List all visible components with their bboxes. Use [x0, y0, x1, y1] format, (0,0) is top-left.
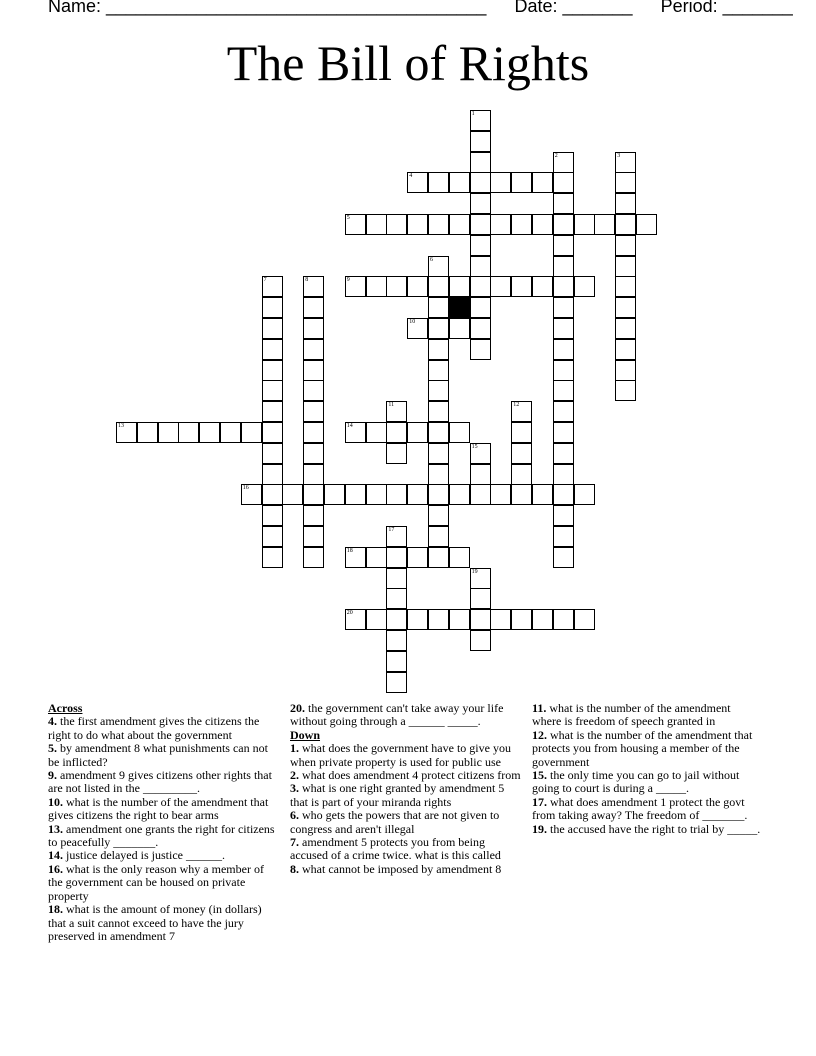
- clue-item: [290, 702, 522, 729]
- crossword-cell[interactable]: [574, 276, 595, 297]
- crossword-cell[interactable]: [470, 214, 491, 235]
- clue-text: amendment one grants the right for citizens to peacefully _______.: [48, 821, 275, 850]
- crossword-cell[interactable]: [553, 464, 574, 485]
- crossword-cell[interactable]: [407, 276, 428, 297]
- crossword-cell[interactable]: [553, 297, 574, 318]
- crossword-cell[interactable]: [345, 547, 366, 568]
- crossword-cell[interactable]: [532, 609, 553, 630]
- crossword-cell[interactable]: [386, 484, 407, 505]
- cell-number: 12: [513, 402, 520, 409]
- cell-number: 20: [346, 610, 353, 617]
- crossword-cell[interactable]: [615, 360, 636, 381]
- crossword-cell[interactable]: [553, 318, 574, 339]
- crossword-cell[interactable]: [449, 276, 470, 297]
- crossword-cell[interactable]: [262, 547, 283, 568]
- clue-item: [48, 715, 278, 742]
- crossword-cell[interactable]: [470, 568, 491, 589]
- crossword-cell[interactable]: [303, 380, 324, 401]
- crossword-cell[interactable]: [407, 547, 428, 568]
- crossword-cell[interactable]: [428, 526, 449, 547]
- clue-item: [532, 796, 762, 823]
- clue-number: 17.: [532, 794, 547, 809]
- crossword-cell[interactable]: [386, 214, 407, 235]
- crossword-cell[interactable]: [553, 443, 574, 464]
- crossword-cell[interactable]: [241, 422, 262, 443]
- crossword-cell[interactable]: [303, 339, 324, 360]
- crossword-cell[interactable]: [386, 422, 407, 443]
- crossword-cell[interactable]: [449, 318, 470, 339]
- crossword-cell[interactable]: [553, 609, 574, 630]
- period-field[interactable]: Period: _______: [660, 0, 793, 16]
- clue-number: 9.: [48, 768, 57, 783]
- crossword-cell[interactable]: [490, 276, 511, 297]
- crossword-cell[interactable]: [178, 422, 199, 443]
- clue-item: [290, 769, 522, 782]
- clue-number: 19.: [532, 821, 547, 836]
- clue-number: 15.: [532, 768, 547, 783]
- crossword-cell[interactable]: [615, 193, 636, 214]
- clue-column-1: [48, 702, 278, 943]
- crossword-cell[interactable]: [553, 380, 574, 401]
- cell-number: 3: [617, 152, 621, 159]
- clue-item: [48, 769, 278, 796]
- clue-text: what is the number of the amendment that protects you from housing a member of the government: [532, 727, 753, 769]
- crossword-cell[interactable]: [386, 547, 407, 568]
- crossword-cell[interactable]: [345, 484, 366, 505]
- clue-text: the first amendment gives the citizens the right to do what about the government: [48, 714, 260, 742]
- clue-number: 5.: [48, 741, 57, 756]
- crossword-cell[interactable]: [386, 443, 407, 464]
- cell-number: 6: [430, 256, 433, 263]
- crossword-cell[interactable]: [553, 505, 574, 526]
- crossword-cell[interactable]: [386, 588, 407, 609]
- crossword-cell[interactable]: [303, 360, 324, 381]
- crossword-cell[interactable]: [594, 214, 615, 235]
- crossword-cell[interactable]: [303, 297, 324, 318]
- crossword-cell[interactable]: [511, 276, 532, 297]
- crossword-cell[interactable]: [345, 609, 366, 630]
- crossword-cell[interactable]: [199, 422, 220, 443]
- clue-text: amendment 9 gives citizens other rights that are not listed in the _________.: [48, 768, 272, 796]
- clue-number: 18.: [48, 902, 63, 917]
- clue-item: [532, 769, 762, 796]
- clue-text: what does amendment 1 protect the govt from taking away? The freedom of _______.: [532, 794, 748, 823]
- crossword-cell[interactable]: [532, 484, 553, 505]
- crossword-cell[interactable]: [303, 422, 324, 443]
- crossword-cell[interactable]: [366, 276, 387, 297]
- crossword-cell[interactable]: [470, 297, 491, 318]
- clue-number: 1.: [290, 741, 299, 756]
- crossword-cell[interactable]: [282, 484, 303, 505]
- crossword-cell[interactable]: [615, 214, 636, 235]
- crossword-cell[interactable]: [386, 672, 407, 693]
- clue-number: 4.: [48, 714, 57, 729]
- clue-text: amendment 5 protects you from being accused of a crime twice. what is this called: [290, 835, 501, 863]
- crossword-cell[interactable]: [137, 422, 158, 443]
- crossword-cell[interactable]: [303, 464, 324, 485]
- crossword-cell[interactable]: [553, 214, 574, 235]
- crossword-cell[interactable]: [470, 193, 491, 214]
- clue-number: 3.: [290, 781, 299, 796]
- across-heading: Across: [48, 701, 83, 715]
- crossword-cell[interactable]: [470, 443, 491, 464]
- cell-number: 7: [263, 277, 267, 284]
- crossword-cell[interactable]: [615, 380, 636, 401]
- clue-item: [290, 742, 522, 769]
- crossword-cell[interactable]: [553, 422, 574, 443]
- crossword-cell[interactable]: [428, 484, 449, 505]
- clue-number: 7.: [290, 835, 299, 850]
- clue-column-3: [532, 702, 762, 836]
- crossword-cell[interactable]: [470, 235, 491, 256]
- clue-column-2: [290, 702, 522, 876]
- crossword-cell[interactable]: [262, 484, 283, 505]
- crossword-cell[interactable]: [615, 152, 636, 173]
- crossword-cell[interactable]: [553, 235, 574, 256]
- crossword-cell[interactable]: [262, 464, 283, 485]
- crossword-cell[interactable]: [407, 422, 428, 443]
- crossword-cell[interactable]: [407, 172, 428, 193]
- clue-text: justice delayed is justice ______.: [63, 848, 225, 863]
- crossword-cell[interactable]: [428, 339, 449, 360]
- crossword-cell[interactable]: [303, 318, 324, 339]
- cell-number: 2: [554, 152, 558, 159]
- crossword-cell[interactable]: [553, 172, 574, 193]
- crossword-cell[interactable]: [574, 609, 595, 630]
- cell-number: 17: [388, 527, 395, 533]
- clue-text: the only time you can go to jail without going to court is during a _____.: [532, 768, 740, 796]
- crossword-cell[interactable]: [615, 297, 636, 318]
- crossword-cell[interactable]: [262, 276, 283, 297]
- cell-number: 4: [409, 173, 413, 180]
- clue-number: 10.: [48, 794, 63, 809]
- clue-number: 6.: [290, 808, 299, 823]
- clue-item: [48, 849, 278, 862]
- crossword-cell[interactable]: [386, 276, 407, 297]
- crossword-cell[interactable]: [262, 360, 283, 381]
- cell-number: 8: [305, 277, 309, 284]
- clue-number: 12.: [532, 727, 547, 742]
- clue-number: 2.: [290, 768, 299, 783]
- crossword-cell[interactable]: [262, 526, 283, 547]
- clue-item: [290, 809, 522, 836]
- crossword-cell[interactable]: [511, 443, 532, 464]
- crossword-cell[interactable]: [470, 318, 491, 339]
- crossword-cell[interactable]: [574, 484, 595, 505]
- clue-item: [48, 796, 278, 823]
- clue-number: 13.: [48, 821, 63, 836]
- crossword-cell[interactable]: [470, 110, 491, 131]
- crossword-cell[interactable]: [553, 152, 574, 173]
- crossword-cell[interactable]: [428, 276, 449, 297]
- crossword-cell[interactable]: [490, 609, 511, 630]
- crossword-cell[interactable]: [262, 339, 283, 360]
- clue-text: what is the number of the amendment that gives citizens the right to bear arms: [48, 794, 269, 823]
- crossword-cell[interactable]: [615, 339, 636, 360]
- clue-item: [290, 863, 522, 876]
- crossword-cell[interactable]: [511, 609, 532, 630]
- crossword-cell[interactable]: [511, 464, 532, 485]
- crossword-cell[interactable]: [366, 609, 387, 630]
- crossword-cell[interactable]: [470, 131, 491, 152]
- crossword-cell[interactable]: [615, 276, 636, 297]
- crossword-cell[interactable]: [303, 547, 324, 568]
- crossword-cell[interactable]: [303, 484, 324, 505]
- crossword-cell[interactable]: [407, 318, 428, 339]
- cell-number: 15: [471, 443, 478, 450]
- crossword-cell[interactable]: [428, 609, 449, 630]
- crossword-cell[interactable]: [407, 214, 428, 235]
- crossword-cell[interactable]: [574, 214, 595, 235]
- crossword-cell[interactable]: [428, 443, 449, 464]
- cell-number: 1: [471, 111, 475, 117]
- crossword-cell[interactable]: [470, 152, 491, 173]
- clue-item: [48, 823, 278, 850]
- crossword-cell[interactable]: [345, 276, 366, 297]
- crossword-cell[interactable]: [553, 484, 574, 505]
- cell-number: 11: [388, 402, 395, 409]
- crossword-cell[interactable]: [386, 401, 407, 422]
- crossword-cell[interactable]: [366, 214, 387, 235]
- crossword-cell[interactable]: [303, 401, 324, 422]
- crossword-cell[interactable]: [449, 422, 470, 443]
- crossword-cell[interactable]: [470, 484, 491, 505]
- crossword-cell[interactable]: [470, 464, 491, 485]
- clue-item: [290, 836, 522, 863]
- clue-text: what is the only reason why a member of the government can be housed on private property: [48, 861, 264, 903]
- crossword-cell[interactable]: [428, 505, 449, 526]
- crossword-cell[interactable]: [553, 193, 574, 214]
- crossword-cell[interactable]: [262, 401, 283, 422]
- crossword-cell[interactable]: [511, 172, 532, 193]
- crossword-cell[interactable]: [449, 609, 470, 630]
- crossword-cell[interactable]: [490, 214, 511, 235]
- crossword-cell[interactable]: [428, 360, 449, 381]
- clue-text: what does the government have to give you when private property is used for public use: [290, 741, 511, 769]
- clue-text: what is the amount of money (in dollars) that a suit cannot exceed to have the jury preserved in amendment 7: [48, 902, 262, 943]
- cell-number: 9: [346, 277, 350, 284]
- page-title: The Bill of Rights: [226, 35, 590, 91]
- crossword-cell[interactable]: [449, 172, 470, 193]
- clue-item: [48, 742, 278, 769]
- clue-text: what is the number of the amendment where is freedom of speech granted in: [532, 701, 731, 729]
- crossword-cell[interactable]: [428, 401, 449, 422]
- crossword-cell[interactable]: [511, 214, 532, 235]
- crossword-cell[interactable]: [428, 464, 449, 485]
- clue-item: [290, 782, 522, 809]
- cell-number: 19: [471, 568, 478, 575]
- crossword-cell[interactable]: [553, 360, 574, 381]
- crossword-cell[interactable]: [386, 630, 407, 651]
- cell-number: 18: [346, 547, 353, 554]
- crossword-cell[interactable]: [303, 505, 324, 526]
- crossword-cell[interactable]: [470, 339, 491, 360]
- crossword-cell[interactable]: [470, 276, 491, 297]
- crossword-cell[interactable]: [220, 422, 241, 443]
- cell-number: 5: [346, 215, 350, 221]
- clue-text: what does amendment 4 protect citizens from: [299, 768, 521, 783]
- crossword-cell[interactable]: [407, 484, 428, 505]
- crossword-cell[interactable]: [615, 318, 636, 339]
- crossword-cell[interactable]: [615, 235, 636, 256]
- crossword-cell[interactable]: [262, 505, 283, 526]
- crossword-cell[interactable]: [241, 484, 262, 505]
- crossword-cell[interactable]: [386, 526, 407, 547]
- clue-number: 14.: [48, 848, 63, 863]
- crossword-cell[interactable]: [158, 422, 179, 443]
- clue-item: [532, 823, 762, 836]
- crossword-cell[interactable]: [511, 422, 532, 443]
- crossword-cell[interactable]: [428, 256, 449, 277]
- crossword-cell[interactable]: [366, 422, 387, 443]
- crossword-cell[interactable]: [470, 609, 491, 630]
- crossword-cell[interactable]: [386, 568, 407, 589]
- crossword-cell[interactable]: [470, 256, 491, 277]
- clue-item: [532, 729, 762, 769]
- crossword-cell[interactable]: [303, 526, 324, 547]
- crossword-cell[interactable]: [553, 526, 574, 547]
- clue-item: [48, 863, 278, 903]
- clue-text: by amendment 8 what punishments can not be inflicted?: [48, 741, 268, 769]
- crossword-cell[interactable]: [449, 547, 470, 568]
- crossword-cell[interactable]: [490, 484, 511, 505]
- crossword-cell[interactable]: [553, 401, 574, 422]
- crossword-cell[interactable]: [428, 547, 449, 568]
- crossword-cell[interactable]: [428, 297, 449, 318]
- crossword-cell[interactable]: [345, 422, 366, 443]
- crossword-cell[interactable]: [407, 609, 428, 630]
- crossword-cell[interactable]: [262, 443, 283, 464]
- clue-number: 16.: [48, 861, 63, 876]
- crossword-cell[interactable]: [490, 172, 511, 193]
- crossword-cell[interactable]: [428, 422, 449, 443]
- crossword-cell[interactable]: [636, 214, 657, 235]
- clue-text: the accused have the right to trial by _____.: [547, 821, 761, 836]
- crossword-cell[interactable]: [116, 422, 137, 443]
- clue-number: 8.: [290, 861, 299, 876]
- crossword-cell[interactable]: [511, 484, 532, 505]
- crossword-cell[interactable]: [615, 256, 636, 277]
- crossword-cell[interactable]: [532, 276, 553, 297]
- crossword-cell[interactable]: [553, 256, 574, 277]
- crossword-cell[interactable]: [303, 276, 324, 297]
- crossword-cell[interactable]: [345, 214, 366, 235]
- crossword-cell[interactable]: [511, 401, 532, 422]
- cell-number: 10: [409, 319, 416, 325]
- crossword-cell[interactable]: [366, 484, 387, 505]
- cell-number: 14: [346, 423, 353, 429]
- crossword-cell[interactable]: [324, 484, 345, 505]
- crossword-cell[interactable]: [553, 547, 574, 568]
- down-heading: Down: [290, 727, 321, 742]
- clue-item: [48, 903, 278, 943]
- crossword-cell[interactable]: [262, 297, 283, 318]
- crossword-black-cell: [449, 297, 470, 318]
- crossword-cell[interactable]: [553, 276, 574, 297]
- crossword-cell[interactable]: [470, 630, 491, 651]
- crossword-cell[interactable]: [386, 651, 407, 672]
- clue-text: who gets the powers that are not given to congress and aren't illegal: [290, 808, 500, 836]
- clue-number: 11.: [532, 701, 547, 715]
- crossword-cell[interactable]: [532, 172, 553, 193]
- crossword-cell[interactable]: [449, 484, 470, 505]
- crossword-cell[interactable]: [386, 609, 407, 630]
- name-field[interactable]: Name: ______________________________________: [48, 0, 487, 16]
- crossword-cell[interactable]: [615, 172, 636, 193]
- clue-text: the government can't take away your life without going through a ______ _____.: [290, 701, 504, 729]
- clue-item: [532, 702, 762, 729]
- crossword-cell[interactable]: [449, 214, 470, 235]
- cell-number: 13: [118, 423, 124, 429]
- cell-number: 16: [242, 485, 249, 492]
- crossword-cell[interactable]: [428, 318, 449, 339]
- clue-number: 20.: [290, 701, 305, 715]
- crossword-cell[interactable]: [470, 588, 491, 609]
- clue-text: what is one right granted by amendment 5 that is part of your miranda rights: [290, 781, 505, 809]
- crossword-cell[interactable]: [553, 339, 574, 360]
- crossword-cell[interactable]: [532, 214, 553, 235]
- crossword-cell[interactable]: [366, 547, 387, 568]
- date-field[interactable]: Date: _______: [514, 0, 633, 16]
- crossword-cell[interactable]: [262, 380, 283, 401]
- crossword-cell[interactable]: [470, 172, 491, 193]
- crossword-cell[interactable]: [428, 172, 449, 193]
- crossword-cell[interactable]: [428, 380, 449, 401]
- crossword-cell[interactable]: [428, 214, 449, 235]
- crossword-cell[interactable]: [262, 422, 283, 443]
- crossword-cell[interactable]: [262, 318, 283, 339]
- crossword-cell[interactable]: [303, 443, 324, 464]
- clue-text: what cannot be imposed by amendment 8: [299, 861, 502, 876]
